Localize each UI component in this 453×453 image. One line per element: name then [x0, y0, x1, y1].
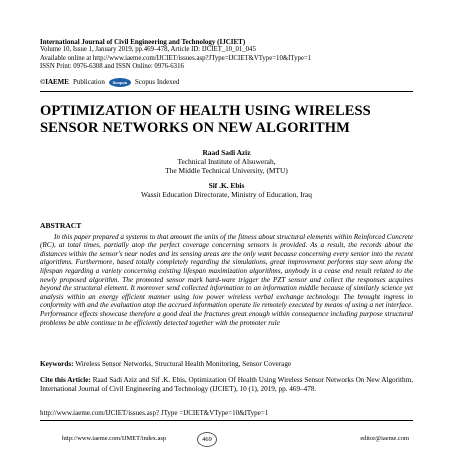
scopus-logo-icon: Scopus: [109, 78, 131, 87]
keywords-line: [40, 360, 413, 369]
header-divider: [40, 91, 413, 92]
keywords-text: Wireless Sensor Networks, Structural Health Monitoring, Sensor Coverage: [75, 360, 292, 368]
author-affiliation: Wassit Education Directorate, Ministry of Education, Iraq: [141, 190, 312, 199]
publication-label: Publication: [72, 78, 105, 86]
cite-url-link[interactable]: http://www.iaeme.com/IJCIET/issues.asp? JType =IJCIET&VType=10&IType=1: [40, 409, 269, 417]
author-name: Raad Sadi Aziz: [202, 148, 251, 157]
journal-header: [40, 38, 423, 71]
page-footer: [40, 432, 413, 446]
abstract-heading: ABSTRACT: [40, 221, 82, 230]
abstract-section: [40, 222, 413, 327]
author-affiliation: The Middle Technical University, (MTU): [165, 166, 288, 175]
cite-text: Raad Sadi Aziz and Sif .K. Ebis, Optimization Of Health Using Wireless Sensor Networks On New Algorithm, International Journal of Civil Engineering and Technology (IJCIET), 10 (1), 2019, pp. 469–478.: [40, 376, 414, 393]
paper-title: [40, 103, 413, 137]
footer-divider: [40, 420, 413, 421]
title-line-1: OPTIMIZATION OF HEALTH USING WIRELESS: [40, 103, 371, 119]
iaeme-logo: ©IAEME: [40, 78, 69, 86]
author-block: [40, 148, 413, 199]
citation-block: [40, 376, 413, 393]
footer-email-link[interactable]: editor@iaeme.com: [360, 435, 409, 442]
cite-label: Cite this Article:: [40, 376, 91, 384]
abstract-text: In this paper prepared a systems to that amount the units of the fitness about structural elements within Reinforced Concrete (RC), at total times, partially atop the perfect coverage concerning sensors is provided. As a result, the records about the distances within the sensor's near nodes and its sensing areas are the only want because concerning every sensor into the recent algorithms. Furthermore, based totally completely regarding the simulations, great improvement performs stay seen along the lifespan regarding a variety concerning existing lifespan maximization algorithms, anybody is a cease end result related to the newly proposed algorithm. The promoted sensor mark hard-ware trigger the PZT sensor and collect the responses acquires beyond the structural element. It moreover send collected information to an information middle because of similarly science yet analysis within an energy efficient manner using low power wireless verbal exchange technology. The brought ingress in conformity with and the evaluation atop the accrued information operate lie remotely executed by means of using a net interface. Performance effects showcase therefore a good deal the fractures great enough within consequence including purpose structural problems be able continue to be efficiently detected together with the promoter rule: [40, 232, 413, 327]
footer-url-link[interactable]: http://www.iaeme.com/IJMET/index.asp: [62, 435, 167, 442]
available-line[interactable]: Available online at http://www.iaeme.com/IJCIET/issues.asp?JType=IJCIET&VType=10&IType=1: [40, 54, 312, 62]
author-name: Sif .K. Ebis: [208, 181, 245, 190]
page-number: 469: [197, 432, 217, 447]
publisher-logos: [40, 75, 413, 89]
author-affiliation: Technical Institute of Alsuwerah,: [177, 157, 276, 166]
scopus-indexed-label: Scopus Indexed: [134, 78, 180, 86]
volume-line: Volume 10, Issue 1, January 2019, pp.469–478, Article ID: IJCIET_10_01_045: [40, 46, 256, 54]
keywords-label: Keywords:: [40, 360, 74, 368]
title-line-2: SENSOR NETWORKS ON NEW ALGORITHM: [40, 120, 350, 136]
journal-name: International Journal of Civil Engineering and Technology (IJCIET): [40, 38, 246, 46]
issn-line: ISSN Print: 0976-6308 and ISSN Online: 0976-6316: [40, 62, 184, 70]
